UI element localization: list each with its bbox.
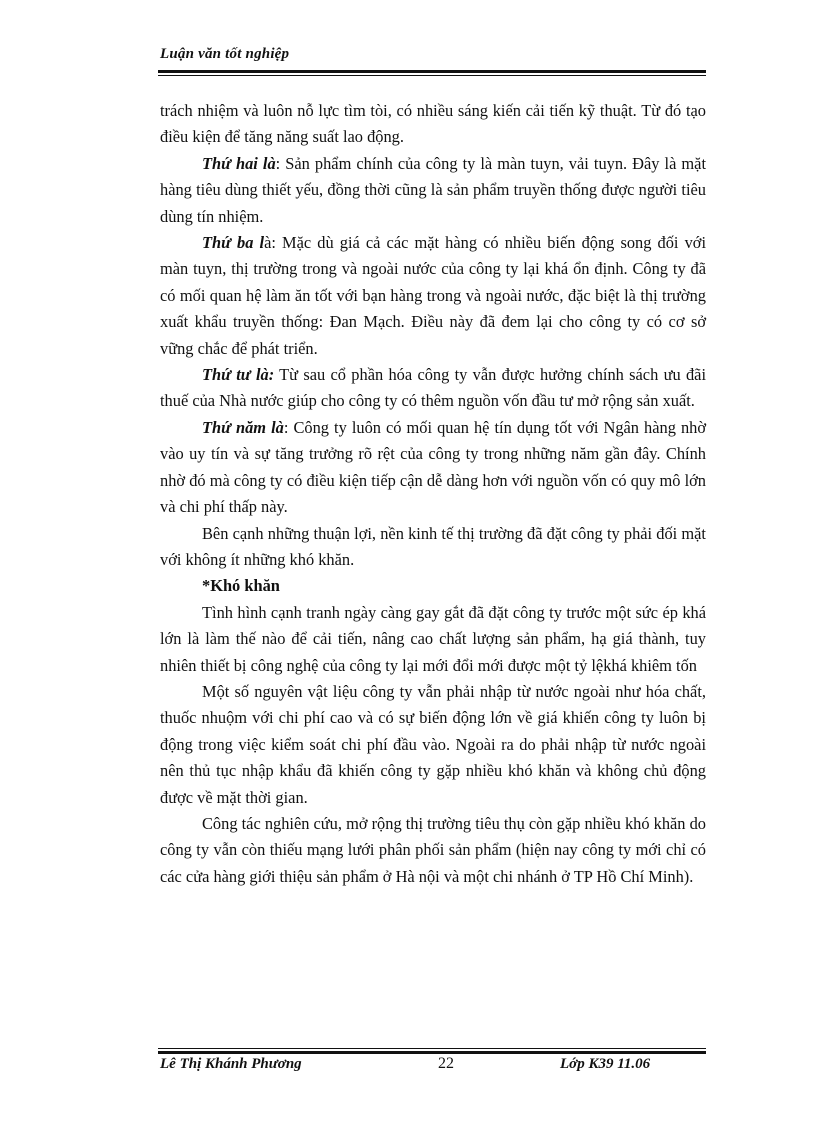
paragraph-continuation: trách nhiệm và luôn nỗ lực tìm tòi, có nhiều sáng kiến cải tiến kỹ thuật. Từ đó tạo điều kiện để tăng năng suất lao động. — [160, 101, 706, 147]
footer-rule-thin — [158, 1048, 706, 1049]
footer-author: Lê Thị Khánh Phương — [160, 1056, 302, 1072]
paragraph-thu-nam: Thứ năm là: Công ty luôn có mối quan hệ tín dụng tốt với Ngân hàng nhờ vào uy tín và sự tăng trưởng rõ rệt của công ty trong những năm gần đây. Chính nhờ đó mà công ty có điều kiện tiếp cận dễ dàng hơn với nguồn vốn có quy mô lớn và chi phí thấp này. — [160, 417, 707, 517]
section-heading-kho-khan: *Khó khăn — [202, 576, 280, 596]
paragraph-thi-truong: Công tác nghiên cứu, mở rộng thị trường tiêu thụ còn gặp nhiều khó khăn do công ty vẫn còn thiếu mạng lưới phân phối sản phẩm (hiện nay công ty mới chỉ có các cửa hàng giới thiệu sản phẩm ở Hà nội và một chi nhánh ở TP Hồ Chí Minh). — [160, 813, 706, 886]
paragraph-label: Thứ ba l — [202, 233, 265, 253]
page-number: 22 — [438, 1055, 454, 1072]
paragraph-thu-ba: Thứ ba là: Mặc dù giá cả các mặt hàng có nhiều biến động song đối với màn tuyn, thị trường trong và ngoài nước của công ty lại khá ổn định. Công ty đã có mối quan hệ làm ăn tốt với bạn hàng trong và ngoài nước, đặc biệt là thị trường xuất khẩu truyền thống: Đan Mạch. Điều này đã đem lại cho công ty có cơ sở vững chắc để phát triển. — [160, 233, 706, 358]
paragraph-thu-hai: Thứ hai là: Sản phẩm chính của công ty là màn tuyn, vải tuyn. Đây là mặt hàng tiêu dùng thiết yếu, đồng thời cũng là sản phẩm truyền thống được người tiêu dùng tín nhiệm. — [160, 153, 706, 226]
paragraph-ben-canh: Bên cạnh những thuận lợi, nền kinh tế thị trường đã đặt công ty phải đối mặt với không ít những khó khăn. — [160, 523, 706, 569]
paragraph-label: Thứ hai là — [202, 153, 276, 173]
body-text — [160, 98, 706, 890]
paragraph-canh-tranh: Tình hình cạnh tranh ngày càng gay gắt đã đặt công ty trước một sức ép khá lớn là làm thế nào để cải tiến, nâng cao chất lượng sản phẩm, hạ giá thành, tuy nhiên thiết bị công nghệ của công ty lại mới đổi mới được một tỷ lệkhá khiêm tốn — [160, 602, 706, 675]
footer-class-label: Lớp K39 11.06 — [560, 1056, 651, 1072]
paragraph-label: Thứ tư là: — [202, 365, 275, 385]
header-title: Luận văn tốt nghiệp — [160, 46, 290, 62]
header-rule — [158, 70, 706, 73]
paragraph-label: Thứ năm là — [202, 417, 284, 437]
header-rule-thin — [158, 75, 706, 76]
paragraph-thu-tu: Thứ tư là: Từ sau cổ phần hóa công ty vẫn được hưởng chính sách ưu đãi thuế của Nhà nước giúp cho công ty có thêm nguồn vốn đầu tư mở rộng sản xuất. — [160, 365, 706, 411]
paragraph-nguyen-vat-lieu: Một số nguyên vật liệu công ty vẫn phải nhập từ nước ngoài như hóa chất, thuốc nhuộm với chi phí cao và có sự biến động lớn về giá khiến công ty luôn bị động trong việc kiểm soát chi phí đầu vào. Ngoài ra do phải nhập từ nước ngoài nên thủ tục nhập khẩu đã khiến công ty gặp nhiều khó khăn và không chủ động được về mặt thời gian. — [160, 681, 706, 807]
footer-rule — [158, 1051, 706, 1054]
